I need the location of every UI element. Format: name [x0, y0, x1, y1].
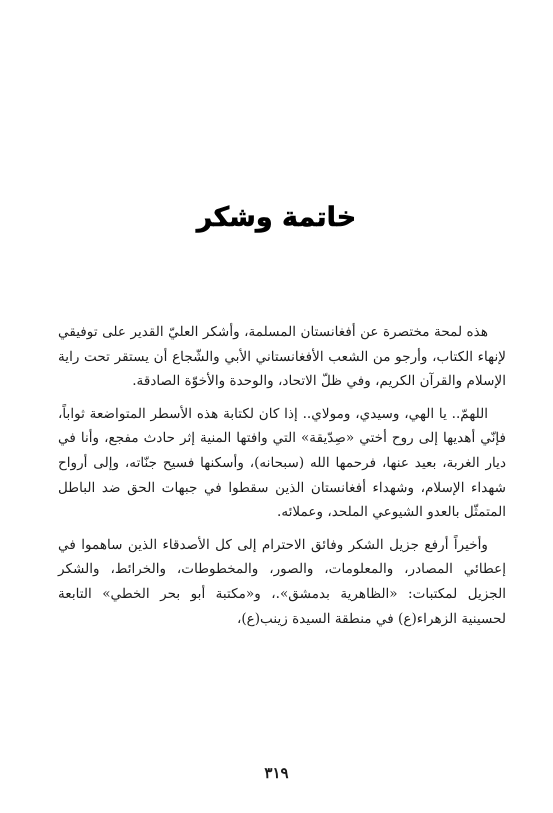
- paragraph: هذه لمحة مختصرة عن أفغانستان المسلمة، وأشكر العليّ القدير على توفيقي لإنهاء الكتاب، وأرجو من الشعب الأفغانستاني الأبي والشّجاع أن يستقر تحت راية الإسلام والقرآن الكريم، وفي ظلّ الاتحاد، والوحدة والأخوّة الصادقة.: [58, 324, 506, 390]
- page-number: ٣١٩: [264, 764, 289, 782]
- chapter-title: خاتمة وشكر: [196, 202, 357, 233]
- paragraph: وأخيراً أرفع جزيل الشكر وفائق الاحترام إلى كل الأصدقاء الذين ساهموا في إعطائي المصادر، والمعلومات، والصور، والمخطوطات، والخرائط، والشكر الجزيل لمكتبات: «الظاهرية بدمشق».، و«مكتبة أبو بحر الخطي» التابعة لحسينية الزهراء(ع) في منطقة السيدة زينب(ع)،: [58, 536, 506, 627]
- body-text: [58, 320, 506, 639]
- paragraph: اللهمّ.. يا الهي، وسيدي، ومولاي.. إذا كان لكتابة هذه الأسطر المتواضعة ثواباً، فإنّي أهديها إلى روح أختي «صِدّيقة» التي وافتها المنية إثر حادث مفجع، وأنا في ديار الغربة، بعيد عنها، فرحمها الله (سبحانه)، وأسكنها فسيح جنّاته، وإلى أرواح شهداء الإسلام، وشهداء أفغانستان الذين سقطوا في جبهات الحق ضد الباطل المتمثّل بالعدو الشيوعي الملحد، وعملائه.: [58, 405, 506, 521]
